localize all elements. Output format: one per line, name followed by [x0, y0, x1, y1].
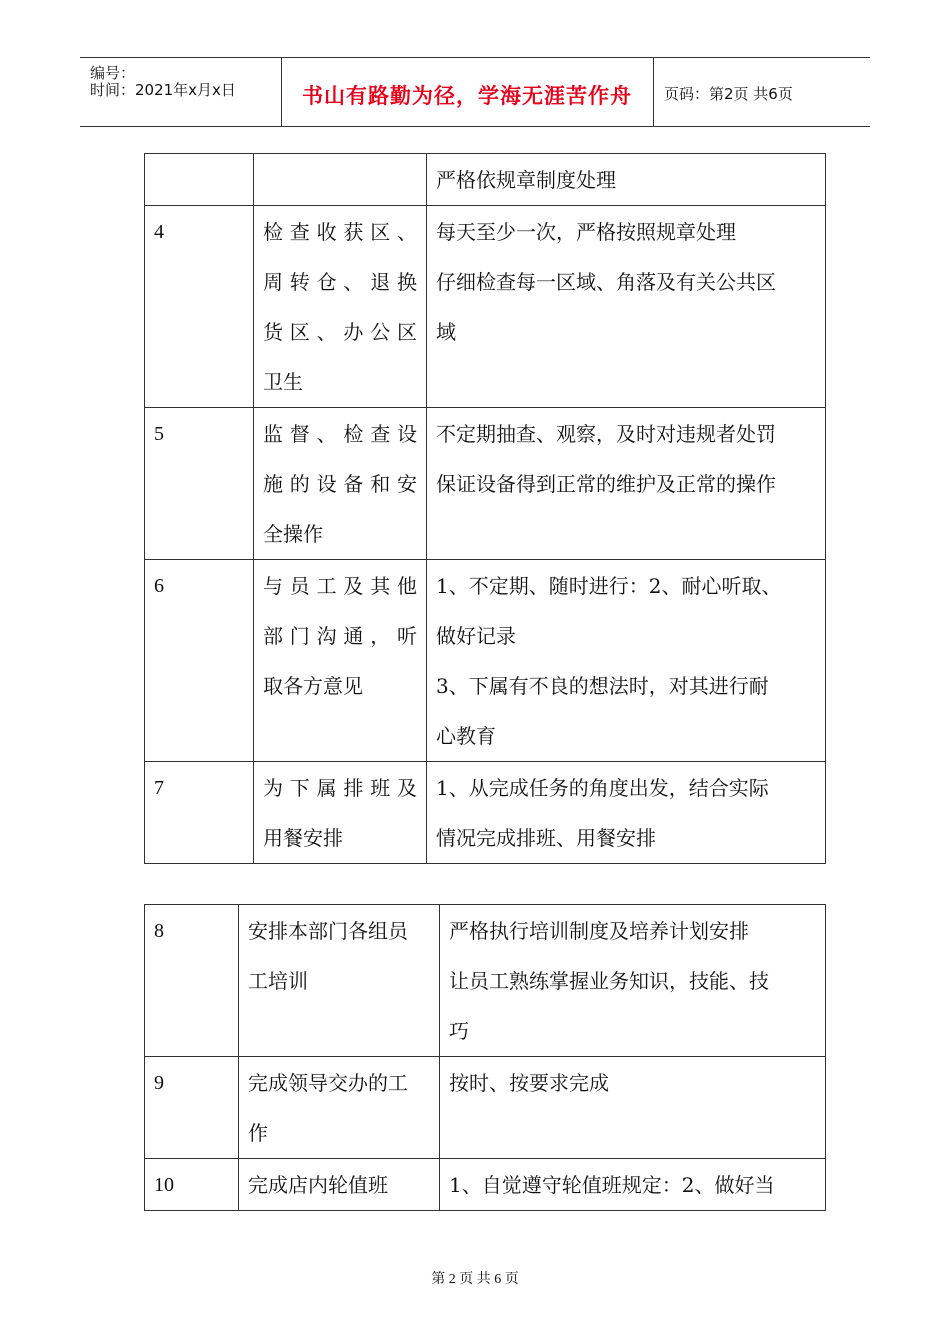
content-line: 1、从完成任务的角度出发，结合实际: [436, 776, 769, 800]
task-line: 安排本部门各组员: [248, 919, 408, 943]
duty-table-2: [144, 904, 826, 1211]
content-line: 不定期抽查、观察，及时对违规者处罚: [436, 422, 776, 446]
table-row: [145, 206, 826, 408]
task-cell: [239, 905, 440, 1057]
header-motto: 书山有路勤为径，学海无涯苦作舟: [302, 84, 632, 108]
task-line: 全操作: [263, 522, 323, 546]
document-date-label: 时间：2021年x月x日: [90, 81, 236, 99]
task-line: 周转仓、退换: [263, 270, 417, 294]
content-cell: [427, 408, 826, 560]
content-line: 1、自觉遵守轮值班规定：2、做好当: [449, 1173, 775, 1197]
task-cell: [254, 560, 427, 762]
content-cell: [427, 154, 826, 206]
task-line: 货区、办公区: [263, 320, 417, 344]
task-line: 完成领导交办的工: [248, 1071, 408, 1095]
duty-table-2-body: [145, 905, 826, 1211]
content-line: 每天至少一次，严格按照规章处理: [436, 220, 736, 244]
task-line: 用餐安排: [263, 826, 343, 850]
duty-table-1: [144, 153, 826, 864]
task-cell: [254, 762, 427, 864]
header-page-number: 页码：第2页 共6页: [664, 85, 793, 103]
header-meta-cell: [80, 58, 282, 126]
row-number-cell: 4: [145, 206, 254, 408]
row-number-cell: 10: [145, 1159, 239, 1211]
document-number-label: 编号：: [90, 64, 136, 82]
content-line: 让员工熟练掌握业务知识，技能、技: [449, 969, 769, 993]
content-line: 1、不定期、随时进行：2、耐心听取、: [436, 574, 782, 598]
content-line: 做好记录: [436, 624, 516, 648]
header-page-cell: [654, 58, 870, 126]
task-line: 检查收获区、: [263, 220, 417, 244]
content-line: 严格依规章制度处理: [436, 168, 616, 192]
header-motto-cell: [281, 58, 654, 126]
content-cell: [440, 905, 826, 1057]
task-cell: [254, 206, 427, 408]
task-line: 监督、检查设: [263, 422, 417, 446]
task-line: 完成店内轮值班: [248, 1173, 388, 1197]
page-footer: 第 2 页 共 6 页: [431, 1272, 519, 1287]
row-number-cell: 5: [145, 408, 254, 560]
table-row: [145, 905, 826, 1057]
row-number-cell: 9: [145, 1057, 239, 1159]
task-line: 与员工及其他: [263, 574, 417, 598]
task-cell: [239, 1057, 440, 1159]
task-cell: [254, 408, 427, 560]
content-cell: [427, 206, 826, 408]
content-line: 心教育: [436, 724, 496, 748]
table-row: [145, 154, 826, 206]
content-cell: [440, 1159, 826, 1211]
content-line: 情况完成排班、用餐安排: [436, 826, 656, 850]
row-number-cell: 6: [145, 560, 254, 762]
content-line: 仔细检查每一区域、角落及有关公共区: [436, 270, 776, 294]
table-row: [145, 762, 826, 864]
table-row: [145, 1057, 826, 1159]
task-line: 为下属排班及: [263, 776, 417, 800]
content-line: 按时、按要求完成: [449, 1071, 609, 1095]
content-line: 保证设备得到正常的维护及正常的操作: [436, 472, 776, 496]
content-cell: [440, 1057, 826, 1159]
task-line: 部门沟通，听: [263, 624, 417, 648]
content-cell: [427, 762, 826, 864]
task-cell: [254, 154, 427, 206]
content-line: 3、下属有不良的想法时，对其进行耐: [436, 674, 769, 698]
row-number-cell: 8: [145, 905, 239, 1057]
duty-table-1-body: [145, 154, 826, 864]
task-line: 工培训: [248, 969, 308, 993]
task-line: 卫生: [263, 370, 303, 394]
page-header: [80, 57, 870, 127]
table-row: [145, 408, 826, 560]
content-cell: [427, 560, 826, 762]
table-row: [145, 1159, 826, 1211]
task-line: 作: [248, 1121, 268, 1145]
content-line: 严格执行培训制度及培养计划安排: [449, 919, 749, 943]
content-line: 域: [436, 320, 456, 344]
row-number-cell: [145, 154, 254, 206]
table-row: [145, 560, 826, 762]
task-line: 取各方意见: [263, 674, 363, 698]
task-cell: [239, 1159, 440, 1211]
content-line: 巧: [449, 1019, 469, 1043]
task-line: 施的设备和安: [263, 472, 417, 496]
row-number-cell: 7: [145, 762, 254, 864]
